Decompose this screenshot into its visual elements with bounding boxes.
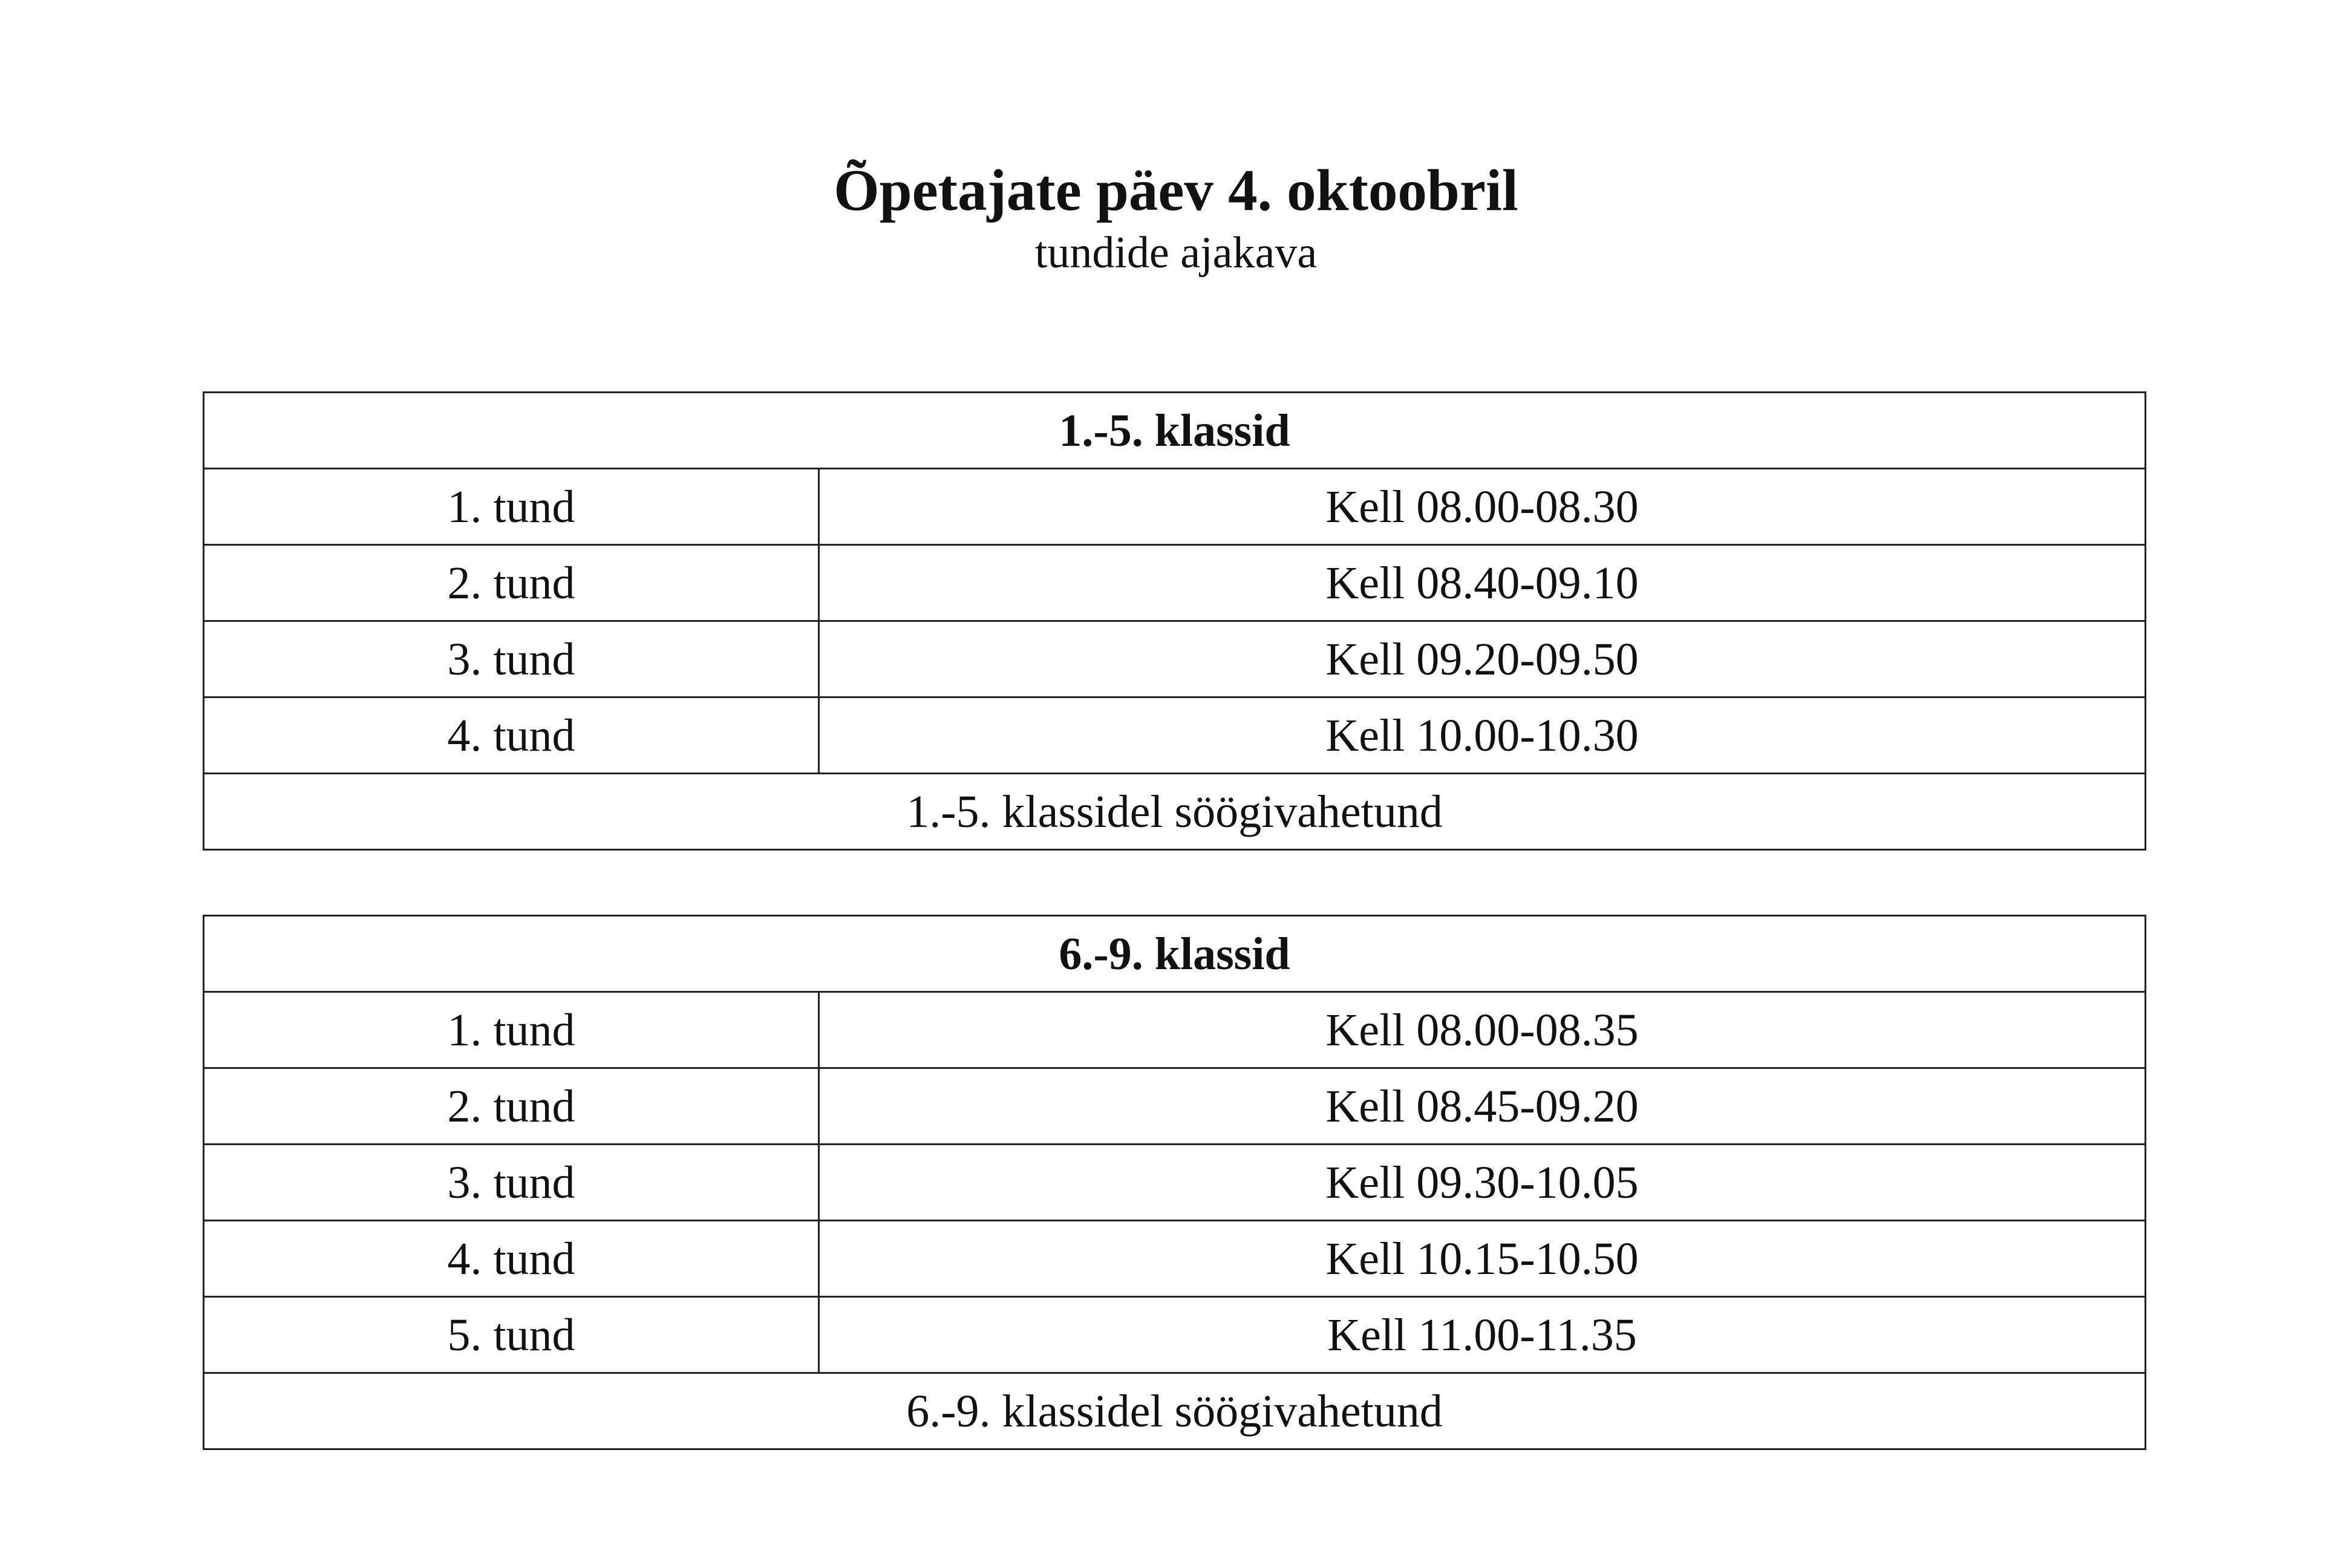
table-header: 6.-9. klassid [204,916,2146,992]
schedule-table-grades-1-5 [203,391,2146,851]
lesson-cell: 2. tund [204,545,819,621]
table-header-row [204,916,2146,992]
lesson-cell: 3. tund [204,1145,819,1221]
table-header-row [204,393,2146,469]
document-title: Õpetajate päev 4. oktoobril [834,158,1518,223]
lesson-cell: 3. tund [204,621,819,697]
time-cell: Kell 09.20-09.50 [819,621,2146,697]
table-row [204,545,2146,621]
time-cell: Kell 11.00-11.35 [819,1297,2146,1373]
table-row [204,1068,2146,1145]
lesson-cell: 4. tund [204,1221,819,1297]
table-row [204,1297,2146,1373]
lunch-break-cell: 1.-5. klassidel söögivahetund [204,774,2146,850]
table-footer-row [204,774,2146,850]
lesson-cell: 2. tund [204,1068,819,1145]
lunch-break-cell: 6.-9. klassidel söögivahetund [204,1373,2146,1449]
document-subtitle: tundide ajakava [1034,228,1318,278]
lesson-cell: 4. tund [204,697,819,774]
time-cell: Kell 08.45-09.20 [819,1068,2146,1145]
table-row [204,697,2146,774]
table-row [204,1145,2146,1221]
schedule-table-grades-6-9 [203,915,2146,1450]
lesson-cell: 5. tund [204,1297,819,1373]
time-cell: Kell 09.30-10.05 [819,1145,2146,1221]
lesson-cell: 1. tund [204,992,819,1068]
time-cell: Kell 08.00-08.35 [819,992,2146,1068]
table-row [204,992,2146,1068]
time-cell: Kell 10.00-10.30 [819,697,2146,774]
time-cell: Kell 10.15-10.50 [819,1221,2146,1297]
table-footer-row [204,1373,2146,1449]
table-header: 1.-5. klassid [204,393,2146,469]
time-cell: Kell 08.00-08.30 [819,469,2146,545]
lesson-cell: 1. tund [204,469,819,545]
table-row [204,621,2146,697]
table-row [204,1221,2146,1297]
time-cell: Kell 08.40-09.10 [819,545,2146,621]
table-row [204,469,2146,545]
